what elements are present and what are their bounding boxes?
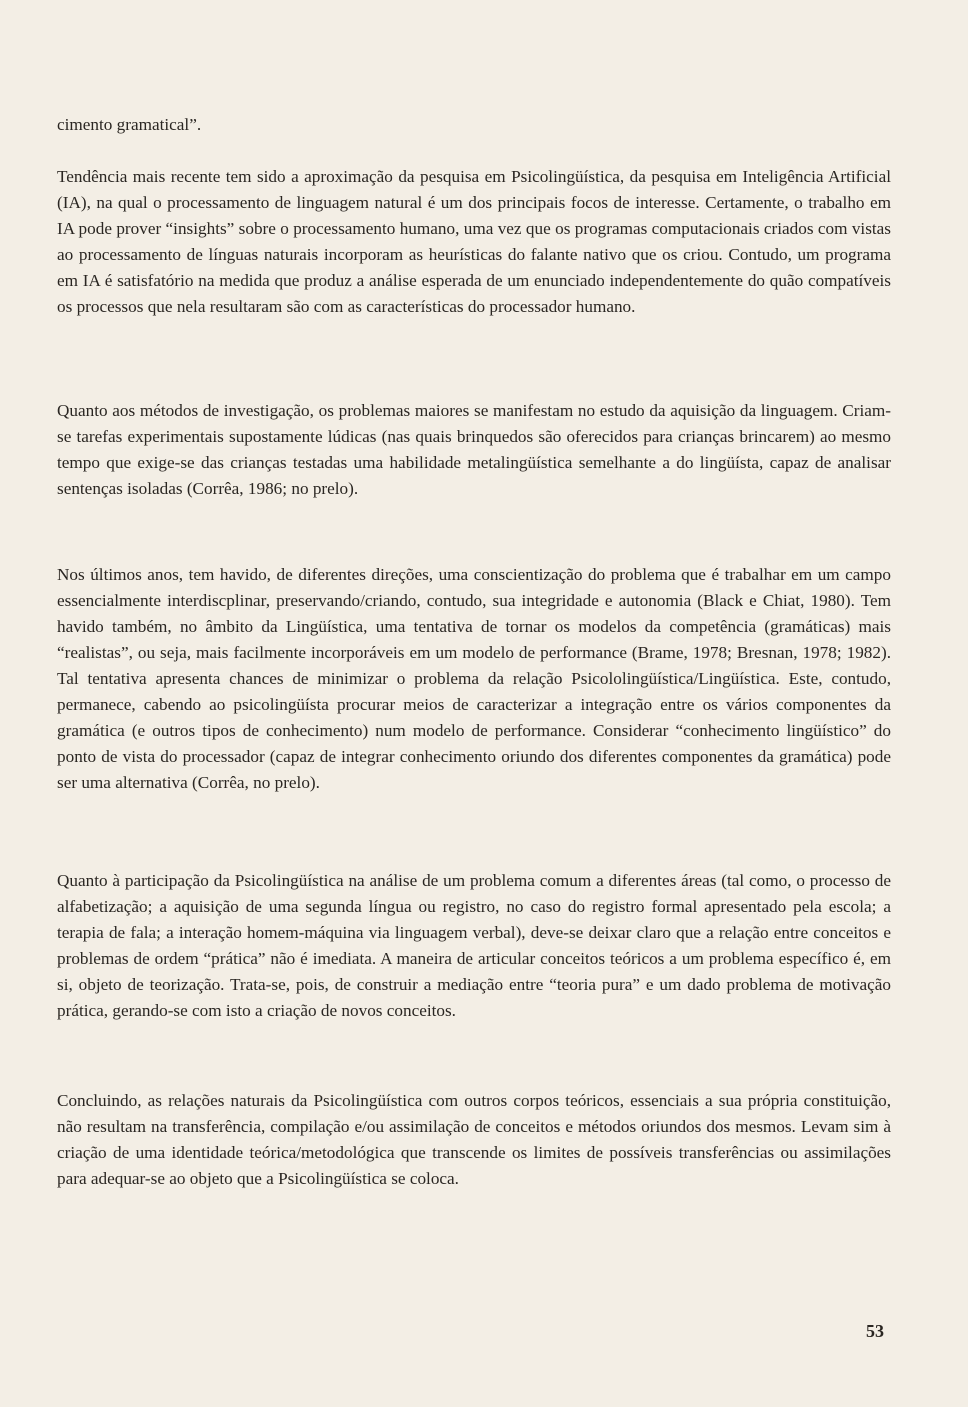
paragraph-text: Tendência mais recente tem sido a aproximação da pesquisa em Psicolingüística, da pesquisa em Inteligência Artificial (IA), na qual o processamento de linguagem natural é um dos principais focos de interesse. Certamente, o trabalho em IA pode prover “insights” sobre o processamento humano, uma vez que os programas computacionais criados com vistas ao processamento de línguas naturais incorporam as heurísticas do falante nativo que os criou. Contudo, um programa em IA é satisfatório na medida que produz a análise esperada de um enunciado independentemente do quão compatíveis os processos que nela resultaram são com as características do processador humano. [57,167,891,316]
paragraph-ia [57,164,891,320]
paragraph-text: Quanto à participação da Psicolingüística na análise de um problema comum a diferentes áreas (tal como, o processo de alfabetização; a aquisição de uma segunda língua ou registro, no caso do registro formal apresentado pela escola; a terapia de fala; a interação homem-máquina via linguagem verbal), deve-se deixar claro que a relação entre conceitos e problemas de ordem “prática” não é imediata. A maneira de articular conceitos teóricos a um problema específico é, em si, objeto de teorização. Trata-se, pois, de construir a mediação entre “teoria pura” e um dado problema de motivação prática, gerando-se com isto a criação de novos conceitos. [57,871,891,1020]
paragraph-participation [57,868,891,1024]
bleed-through-text [815,88,819,114]
paragraph-recent-years [57,562,891,796]
paragraph-methods [57,398,891,502]
paragraph-text: Quanto aos métodos de investigação, os problemas maiores se manifestam no estudo da aquisição da linguagem. Criam-se tarefas experimentais supostamente lúdicas (nas quais brinquedos são oferecidos para crianças brincarem) ao mesmo tempo que exige-se das crianças testadas uma habilidade metalingüística semelhante a do lingüísta, capaz de analisar sentenças isoladas (Corrêa, 1986; no prelo). [57,401,891,498]
paragraph-text: Concluindo, as relações naturais da Psicolingüística com outros corpos teóricos, essenciais a sua própria constituição, não resultam na transferência, compilação e/ou assimilação de conceitos e métodos oriundos dos mesmos. Levam sim à criação de uma identidade teórica/metodológica que transcende os limites de possíveis transferências ou assimilações para adequar-se ao objeto que a Psicolingüística se coloca. [57,1091,891,1188]
paragraph-text: cimento gramatical”. [57,115,202,134]
paragraph-conclusion [57,1088,891,1192]
paragraph-continuation [57,112,891,138]
page-number: 53 [866,1321,884,1341]
paragraph-text: Nos últimos anos, tem havido, de diferentes direções, uma conscientização do problema que é trabalhar em um campo essencialmente interdiscplinar, preservando/criando, contudo, sua integridade e autonomia (Black e Chiat, 1980). Tem havido também, no âmbito da Lingüística, uma tentativa de tornar os modelos da competência (gramáticas) mais “realistas”, ou seja, mais facilmente incorporáveis em um modelo de performance (Brame, 1978; Bresnan, 1978; 1982). Tal tentativa apresenta chances de minimizar o problema da relação Psicololingüística/Lingüística. Este, contudo, permanece, cabendo ao psicolingüísta procurar meios de caracterizar a integração entre os vários componentes da gramática (e outros tipos de conhecimento) num modelo de performance. Considerar “conhecimento lingüístico” do ponto de vista do processador (capaz de integrar conhecimento oriundo dos diferentes componentes da gramática) pode ser uma alternativa (Corrêa, no prelo). [57,565,891,792]
